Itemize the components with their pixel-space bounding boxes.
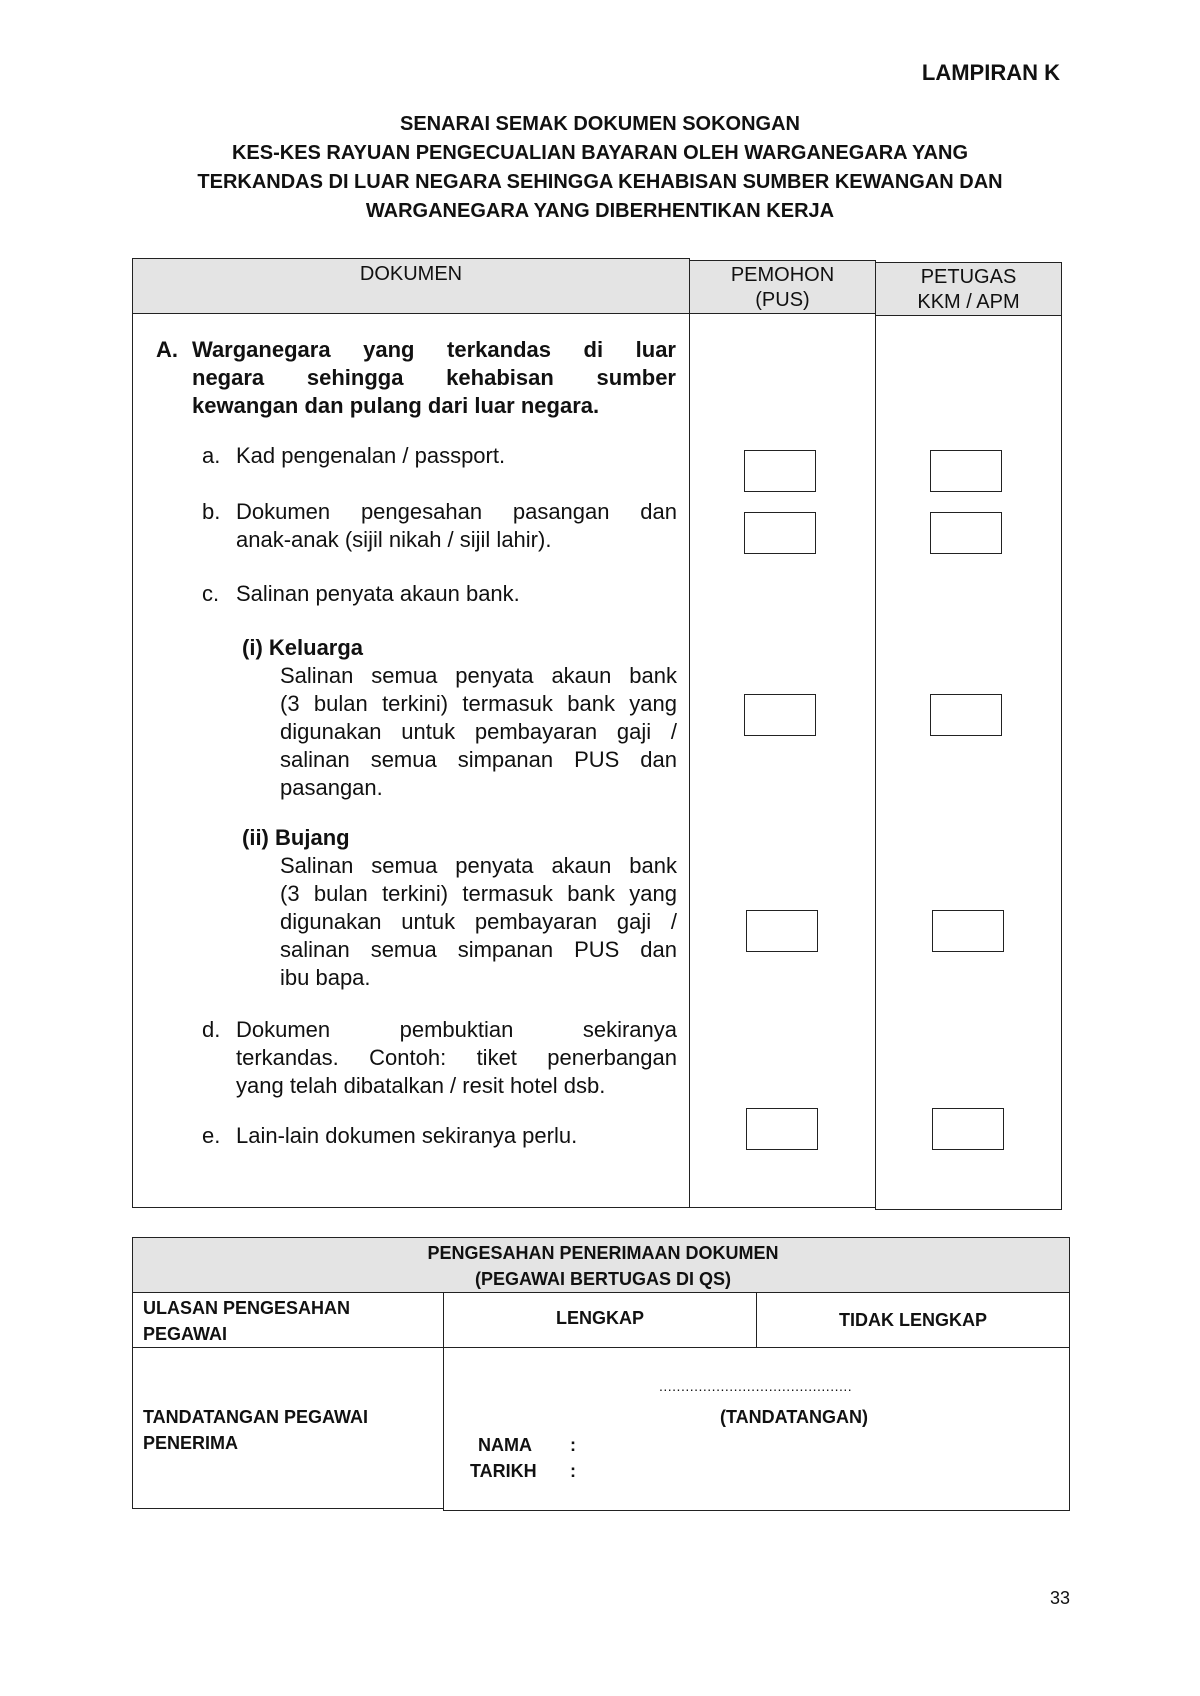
tarikh-colon: : [570,1461,576,1481]
section-a-line: kewangan dan pulang dari luar negara. [192,393,600,418]
ulasan-label-line: PEGAWAI [143,1324,228,1344]
nama-colon: : [570,1435,576,1455]
tidak-lengkap-label: TIDAK LENGKAP [839,1310,987,1330]
item-b [202,498,677,554]
header-pemohon-line: (PUS) [755,289,810,311]
header-petugas [875,262,1062,316]
header-dokumen-label: DOKUMEN [359,263,463,285]
verification-title-line: (PEGAWAI BERTUGAS DI QS) [474,1269,732,1289]
checklist-table [132,258,1062,1208]
item-c-ii-line: digunakan untuk pembayaran gaji / [280,909,677,934]
item-a-line: Kad pengenalan / passport. [236,443,506,468]
lengkap-label: LENGKAP [555,1308,644,1328]
header-petugas-line: KKM / APM [917,291,1020,313]
tandatangan-label-cell [132,1347,444,1509]
title-line: WARGANEGARA YANG DIBERHENTIKAN KERJA [365,200,835,222]
tandatangan-label-line: TANDATANGAN PEGAWAI [143,1407,368,1427]
checkbox-pemohon-e[interactable] [746,1108,818,1150]
checkbox-pemohon-c-i[interactable] [744,694,816,736]
title-line: SENARAI SEMAK DOKUMEN SOKONGAN [399,113,801,135]
lengkap-cell[interactable] [443,1292,757,1348]
header-dokumen [132,258,690,314]
title-line: TERKANDAS DI LUAR NEGARA SEHINGGA KEHABISAN SUMBER KEWANGAN DAN [197,171,1003,193]
checkbox-pemohon-b[interactable] [744,512,816,554]
item-c-i-line: Salinan semua penyata akaun bank [280,663,677,688]
item-e-line: Lain-lain dokumen sekiranya perlu. [236,1123,578,1148]
item-a-label: a. [202,443,221,468]
nama-label: NAMA [478,1435,532,1455]
checkbox-petugas-a[interactable] [930,450,1002,492]
item-a [202,442,677,470]
item-b-line: Dokumen pengesahan pasangan dan [236,499,677,524]
item-c-ii-line: ibu bapa. [280,965,371,990]
tarikh-label: TARIKH [470,1461,537,1481]
section-a [156,336,676,420]
item-d-line: yang telah dibatalkan / resit hotel dsb. [236,1073,606,1098]
item-c-ii-label: (ii) [242,825,269,850]
checkbox-petugas-c-i[interactable] [930,694,1002,736]
item-b-label: b. [202,499,221,524]
verification-table [132,1237,1070,1517]
item-c-i-line: salinan semua simpanan PUS dan [280,747,677,772]
tandatangan-caption: (TANDATANGAN) [720,1407,868,1427]
lampiran-label: LAMPIRAN K [921,60,1060,85]
title-line: KES-KES RAYUAN PENGECUALIAN BAYARAN OLEH WARGANEGARA YANG [231,142,969,164]
tidak-lengkap-cell[interactable] [756,1292,1070,1348]
item-c-label: c. [202,581,220,606]
item-c-i-line: digunakan untuk pembayaran gaji / [280,719,677,744]
checkbox-petugas-e[interactable] [932,1108,1004,1150]
item-c-ii [242,824,677,992]
item-c-i-heading: Keluarga [268,635,364,660]
item-c-i-line: (3 bulan terkini) termasuk bank yang [280,691,677,716]
header-pemohon-line: PEMOHON [730,264,835,286]
header-pemohon [689,260,876,314]
item-c-i-label: (i) [242,635,263,660]
item-c-ii-heading: Bujang [275,825,350,850]
item-c-ii-line: salinan semua simpanan PUS dan [280,937,677,962]
item-d-line: terkandas. Contoh: tiket penerbangan [236,1045,677,1070]
signature-cell [443,1347,1070,1511]
item-c-line: Salinan penyata akaun bank. [236,581,520,606]
checkbox-pemohon-c-ii[interactable] [746,910,818,952]
header-petugas-line: PETUGAS [920,266,1017,288]
item-c-i-line: pasangan. [280,775,383,800]
verification-title-line: PENGESAHAN PENERIMAAN DOKUMEN [427,1243,779,1263]
page-number: 33 [1049,1588,1070,1608]
section-a-line: Warganegara yang terkandas di luar [192,337,676,362]
checkbox-pemohon-a[interactable] [744,450,816,492]
item-e-label: e. [202,1123,221,1148]
checkbox-petugas-b[interactable] [930,512,1002,554]
verification-header [132,1237,1070,1293]
body-pemohon-cell [689,313,876,1208]
document-title [130,110,1070,226]
item-c-ii-line: (3 bulan terkini) termasuk bank yang [280,881,677,906]
section-a-line: negara sehingga kehabisan sumber [192,365,676,390]
item-c-i [242,634,677,802]
item-d [202,1016,677,1100]
tandatangan-label-line: PENERIMA [143,1433,239,1453]
item-d-label: d. [202,1017,221,1042]
item-e [202,1122,677,1150]
ulasan-label-cell [132,1292,444,1348]
item-b-line: anak-anak (sijil nikah / sijil lahir). [236,527,552,552]
item-d-line: Dokumen pembuktian sekiranya [236,1017,677,1042]
section-a-label: A. [156,337,178,362]
signature-dots: ............................................ [659,1378,853,1394]
item-c [202,580,677,608]
ulasan-label-line: ULASAN PENGESAHAN [143,1298,351,1318]
item-c-ii-line: Salinan semua penyata akaun bank [280,853,677,878]
checkbox-petugas-c-ii[interactable] [932,910,1004,952]
